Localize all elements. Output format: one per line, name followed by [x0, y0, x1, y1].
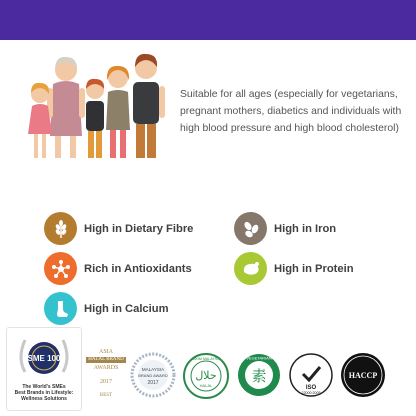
molecule-icon — [44, 252, 77, 285]
top-banner — [0, 0, 416, 40]
girl-figure — [28, 83, 52, 158]
sme-award-caption — [7, 384, 81, 402]
asia-line-4: BEST — [99, 393, 113, 398]
boy-figure — [86, 79, 104, 158]
svg-text:BRAND AWARD: BRAND AWARD — [138, 373, 168, 378]
svg-text:ISO: ISO — [305, 385, 317, 391]
grandmother-figure — [47, 57, 85, 158]
svg-text:HACCP: HACCP — [348, 371, 378, 380]
sme-badge-text: SME 100 — [27, 354, 61, 363]
svg-text:MALAYSIA: MALAYSIA — [141, 367, 165, 372]
svg-text:HALAL: HALAL — [199, 383, 213, 388]
sme-award-badge — [6, 327, 82, 411]
suitable-for-text: Suitable for all ages (especially for vegetarians, pregnant mothers, diabetics and individuals with high blood pressure and high blood cholesterol) — [180, 89, 402, 134]
sme-laurel-icon — [7, 328, 81, 384]
feature-calcium — [44, 292, 169, 325]
iso-certification-logo — [288, 352, 334, 398]
sme-line-3: Wellness Solutions — [21, 396, 67, 402]
svg-text:素: 素 — [251, 367, 267, 385]
feature-label: High in Dietary Fibre — [84, 222, 194, 235]
lentil-icon — [234, 252, 267, 285]
feature-label: High in Iron — [274, 222, 337, 235]
svg-text:حلال: حلال — [195, 369, 217, 382]
bone-icon — [44, 292, 77, 325]
wheat-icon — [44, 212, 77, 245]
svg-text:JAKIM MALAYSIA: JAKIM MALAYSIA — [191, 357, 221, 361]
sme-line-1: The World's SMEs — [22, 384, 66, 390]
haccp-certification-logo — [340, 352, 386, 398]
svg-text:22000:2005: 22000:2005 — [301, 391, 321, 395]
sme-line-2: Best Brands in Lifestyle: — [14, 390, 74, 396]
feature-protein — [234, 252, 354, 285]
seeds-icon — [234, 212, 267, 245]
asia-line-3: AWARDS — [93, 365, 119, 371]
father-figure — [133, 54, 165, 158]
feature-antioxidants — [44, 252, 192, 285]
svg-text:2017: 2017 — [147, 380, 159, 386]
feature-dietary-fibre — [44, 212, 193, 245]
feature-label: Rich in Antioxidants — [84, 262, 192, 275]
svg-text:VEGETARIAN: VEGETARIAN — [246, 355, 272, 361]
mother-figure — [106, 66, 130, 158]
family-illustration — [22, 50, 172, 162]
vegetarian-certification-logo — [236, 352, 282, 398]
asia-year: 2017 — [100, 379, 112, 385]
asia-line-1: ASIA — [98, 349, 113, 355]
asia-halal-brand-award-badge — [86, 345, 126, 407]
feature-iron — [234, 212, 336, 245]
halal-certification-logo — [182, 352, 230, 400]
asia-line-2: HALAL BRAND — [86, 357, 126, 363]
feature-label: High in Protein — [274, 262, 354, 275]
feature-label: High in Calcium — [84, 302, 169, 315]
malaysia-brand-award-badge — [130, 352, 176, 398]
